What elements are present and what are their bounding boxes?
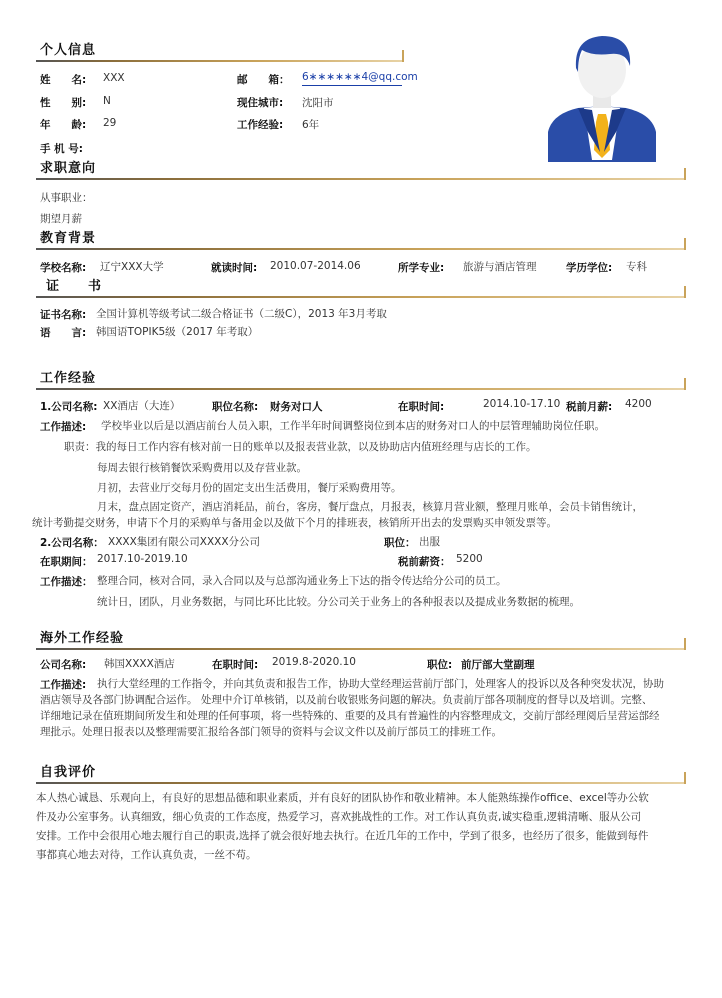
- section-certificates: [36, 280, 686, 298]
- job1-period-label: 在职时间:: [398, 401, 445, 413]
- overseas-desc-label: 工作描述:: [40, 679, 87, 691]
- job2-position-label: 职位：: [384, 537, 416, 549]
- age-label: 年 龄:: [40, 119, 87, 131]
- section-self-evaluation: [36, 766, 686, 784]
- overseas-position-label: 职位:: [427, 659, 453, 671]
- degree-label: 学历学位:: [566, 262, 613, 274]
- certificate-label: 证书名称:: [40, 309, 87, 321]
- section-title-personal: 个人信息: [40, 43, 97, 58]
- job2-desc-value: 整理合同，核对合同，录入合同以及与总部沟通业务上下达的指令传达给分公司的员工。: [97, 575, 507, 587]
- job1-duty-line3: 月初，去营业厅交每月份的固定支出生活费用，餐厅采购费用等。: [97, 482, 402, 494]
- school-value: 辽宁XXX大学: [100, 261, 164, 273]
- section-title-work: 工作经验: [40, 371, 97, 386]
- job1-position-value: 财务对口人: [270, 401, 323, 413]
- overseas-period-label: 在职时间:: [212, 659, 259, 671]
- gender-value: N: [103, 95, 111, 107]
- job2-desc-line2: 统计日，团队，月业务数据，与同比环比比较。分公司关于业务上的各种报表以及提成业务数据的梳理。: [97, 596, 580, 608]
- job1-duty-line2: 每周去银行核销餐饮采购费用以及存营业款。: [97, 462, 307, 474]
- self-line2: 件及办公室事务。认真细致，细心负责的工作态度，热爱学习，喜欢挑战性的工作。对工作认真负责,诚实稳重,逻辑清晰、服从公司: [36, 811, 642, 823]
- job1-duty-line5: 统计考勤提交财务，申请下个月的采购单与备用金以及做下个月的排班表，核销所开出去的发票购买申领发票等。: [32, 517, 557, 529]
- overseas-desc-line2: 酒店领导及各部门协调配合运作。 处理中介订单核销，以及前台收银账务问题的解决。负责前厅部各项制度的督导以及培训。完整、: [40, 694, 653, 706]
- gender-label: 性 别:: [40, 97, 87, 109]
- degree-value: 专科: [626, 261, 647, 273]
- overseas-period-value: 2019.8-2020.10: [272, 656, 356, 668]
- overseas-desc-line3: 详细地记录在值班期间所发生和处理的任何事项，将一些特殊的、重要的及具有普遍性的内容整理成文，交前厅部经理阅后呈营运部经: [40, 710, 660, 722]
- certificate-value: 全国计算机等级考试二级合格证书（二级C），2013 年3月考取: [96, 308, 387, 320]
- job2-company-value: XXXX集团有限公司XXXX分公司: [108, 536, 261, 548]
- job2-salary-value: 5200: [456, 553, 483, 565]
- self-line4: 事都真心地去对待，工作认真负责，一丝不苟。: [36, 849, 257, 861]
- name-value: XXX: [103, 72, 125, 84]
- job-label: 从事职业：: [40, 192, 93, 204]
- experience-label: 工作经验:: [237, 119, 284, 131]
- job1-duty-line1: 职责：我的每日工作内容有核对前一日的账单以及报表营业款，以及协助店内值班经理与店长的工作。: [64, 441, 537, 453]
- section-overseas-experience: [36, 632, 686, 650]
- section-personal-info: [36, 44, 404, 62]
- city-label: 现住城市:: [237, 97, 284, 109]
- overseas-desc-line1: 执行大堂经理的工作指令，并向其负责和报告工作，协助大堂经理运营前厅部门，处理客人的投诉以及各种突发状况，协助: [97, 678, 664, 690]
- study-period-label: 就读时间:: [211, 262, 258, 274]
- phone-label: 手 机 号:: [40, 143, 84, 155]
- job1-position-label: 职位名称:: [212, 401, 259, 413]
- job1-period-value: 2014.10-17.10: [483, 398, 561, 410]
- job1-company-label: 1.公司名称:: [40, 401, 98, 413]
- self-line1: 本人热心诚恳、乐观向上，有良好的思想品德和职业素质，并有良好的团队协作和敬业精神。本人能熟练操作office、excel等办公软: [36, 792, 649, 804]
- job1-desc-value: 学校毕业以后是以酒店前台人员入职，工作半年时间调整岗位到本店的财务对口人的中层管理辅助岗位任职。: [101, 420, 605, 432]
- job1-salary-label: 税前月薪:: [566, 401, 613, 413]
- section-title-overseas: 海外工作经验: [40, 631, 125, 646]
- overseas-company-value: 韩国XXXX酒店: [104, 658, 175, 670]
- job2-position-value: 出服: [419, 536, 440, 548]
- section-title-self: 自我评价: [40, 765, 97, 780]
- name-label: 姓 名:: [40, 74, 87, 86]
- experience-value: 6年: [302, 119, 320, 131]
- self-line3: 安排。工作中会很用心地去履行自己的职责,选择了就会很好地去执行。在近几年的工作中，学到了很多，也经历了很多，能做到每件: [36, 830, 649, 842]
- job2-period-label: 在职期间：: [40, 556, 93, 568]
- section-title-certificates: 证 书: [46, 279, 103, 294]
- section-education: [36, 232, 686, 250]
- major-label: 所学专业:: [398, 262, 445, 274]
- job1-desc-label: 工作描述:: [40, 421, 87, 433]
- school-label: 学校名称:: [40, 262, 87, 274]
- job1-duty-line4: 月末，盘点固定资产，酒店消耗品，前台，客房，餐厅盘点，月报表，核算月营业额，整理月账单，会员卡销售统计，: [97, 501, 643, 513]
- job2-desc-label: 工作描述：: [40, 576, 93, 588]
- age-value: 29: [103, 117, 117, 129]
- overseas-desc-line4: 理批示。处理日报表以及整理需要汇报给各部门领导的资料与会议文件以及前厅部员工的排班工作。: [40, 726, 502, 738]
- city-value: 沈阳市: [302, 97, 334, 109]
- job2-salary-label: 税前薪资：: [398, 556, 451, 568]
- section-work-experience: [36, 372, 686, 390]
- overseas-position-value: 前厅部大堂副理: [461, 659, 535, 671]
- section-title-intent: 求职意向: [40, 161, 97, 176]
- avatar-illustration: [548, 32, 656, 162]
- job1-company-value: XX酒店（大连）: [103, 400, 181, 412]
- language-label: 语 言:: [40, 327, 87, 339]
- section-title-education: 教育背景: [40, 231, 97, 246]
- email-label: 邮 箱：: [237, 74, 290, 86]
- study-period-value: 2010.07-2014.06: [270, 260, 361, 272]
- section-job-intent: [36, 162, 686, 180]
- job2-company-label: 2.公司名称：: [40, 537, 104, 549]
- job2-period-value: 2017.10-2019.10: [97, 553, 188, 565]
- email-value[interactable]: 6∗∗∗∗∗∗4@qq.com: [302, 71, 402, 86]
- language-value: 韩国语TOPIK5级（2017 年考取）: [96, 326, 259, 338]
- overseas-company-label: 公司名称:: [40, 659, 87, 671]
- salary-label: 期望月薪: [40, 213, 82, 225]
- job1-salary-value: 4200: [625, 398, 652, 410]
- major-value: 旅游与酒店管理: [463, 261, 537, 273]
